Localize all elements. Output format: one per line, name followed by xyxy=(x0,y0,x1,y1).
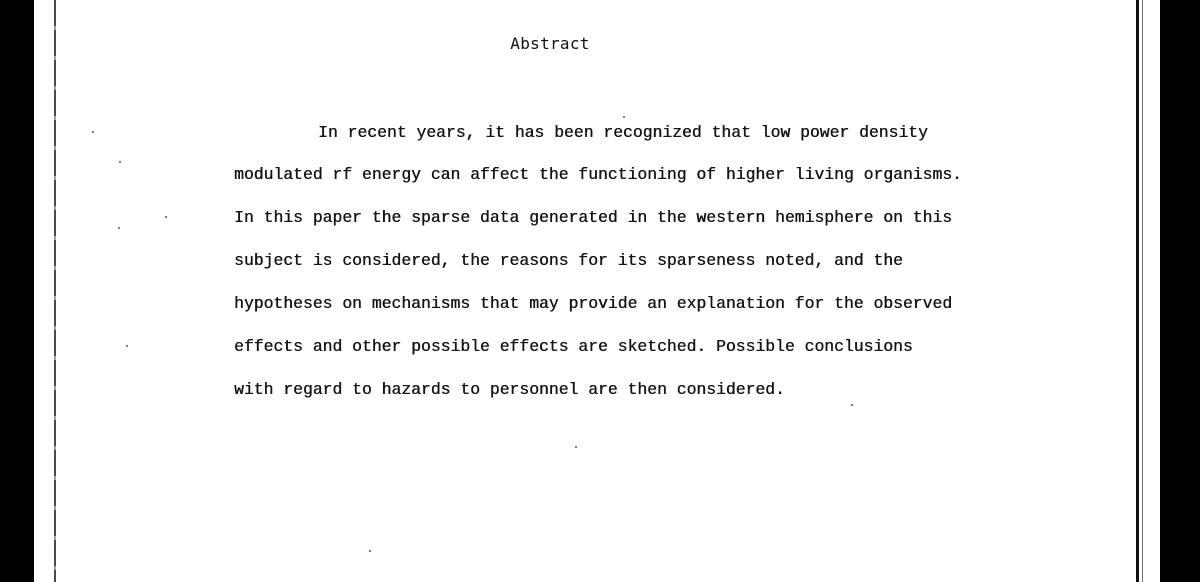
scan-speck xyxy=(118,227,120,229)
scan-speck xyxy=(119,161,121,163)
scan-speck xyxy=(369,550,371,552)
page-right-edge-line xyxy=(1136,0,1139,582)
abstract-line-3: In this paper the sparse data generated in the western hemisphere on this xyxy=(234,208,953,227)
abstract-heading: Abstract xyxy=(510,34,590,53)
page-left-edge-line xyxy=(54,0,56,582)
abstract-line-7: with regard to hazards to personnel are then considered. xyxy=(234,380,785,399)
abstract-line-6: effects and other possible effects are sketched. Possible conclusions xyxy=(234,337,913,356)
abstract-line-5: hypotheses on mechanisms that may provide an explanation for the observed xyxy=(234,294,953,313)
abstract-line-4: subject is considered, the reasons for its sparseness noted, and the xyxy=(234,251,903,270)
scan-speck xyxy=(851,404,853,406)
abstract-line-2: modulated rf energy can affect the functioning of higher living organisms. xyxy=(234,165,962,184)
scan-speck xyxy=(575,446,577,448)
scan-speck xyxy=(165,216,167,218)
scanned-page xyxy=(34,0,1160,582)
scan-speck xyxy=(623,116,625,118)
abstract-line-1: In recent years, it has been recognized that low power density xyxy=(318,123,928,142)
page-right-edge-thin-line xyxy=(1142,0,1143,582)
scan-speck xyxy=(92,131,94,133)
scan-speck xyxy=(126,345,128,347)
